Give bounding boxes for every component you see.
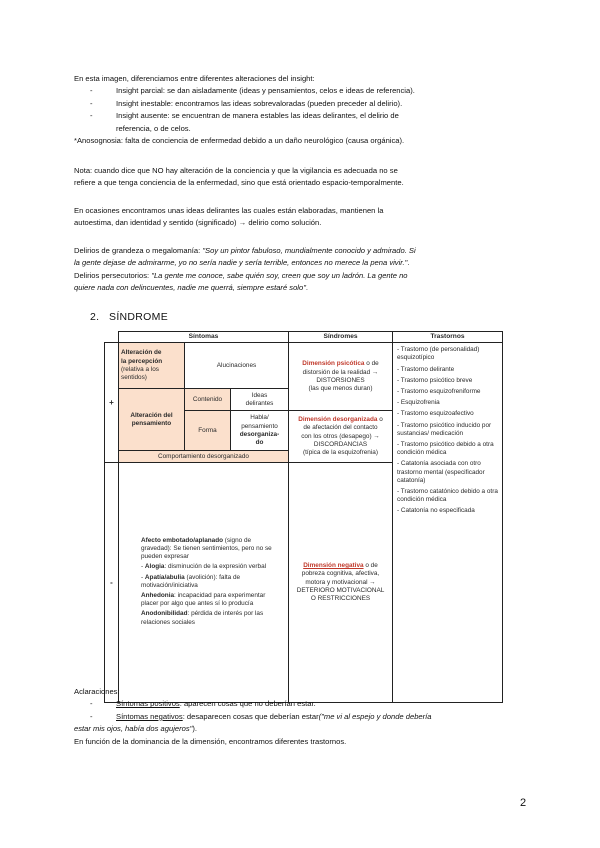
nota-line-2: refiere a que tenga conciencia de la enfermedad, sino que está orientado espacio-temporalmente. (74, 178, 404, 188)
insight-bullet-inestable: - Insight inestable: encontramos las ideas sobrevaloradas (pueden preceder al delirio). (90, 98, 403, 108)
list-item: Anodonibilidad: pérdida de interés por las relaciones sociales (141, 610, 264, 626)
negativos-list (133, 537, 282, 627)
nota-paragraph (74, 165, 544, 190)
aclaraciones-negativos-cont: estar mis ojos, había dos agujeros"). (74, 724, 197, 734)
sindrome-negativa: Dimensión negativa o de pobreza cognitiva, afectiva, motora y motivacional → DETERIORO MOTIVACIONAL O RESTRICCIONES (289, 463, 393, 703)
value-habla-desorganizado: Habla/ pensamiento desorganiza- do (231, 411, 289, 451)
list-item: - Trastorno catatónico debido a otra condición médica (397, 488, 498, 504)
anosognosia-note: *Anosognosia: falta de conciencia de enfermedad debido a un daño neurológico (causa orgánica). (74, 136, 405, 146)
list-item: - Apatía/abulia (avolición): falta de motivación/iniciativa (141, 573, 241, 589)
header-sindromes: Síndromes (289, 332, 393, 343)
nota-line-1: Nota: cuando dice que NO hay alteración de la conciencia y que la vigilancia es adecuada no se (74, 166, 398, 175)
label-percepcion: Alteración de la percepción (relativa a los sentidos) (119, 343, 185, 389)
minus-sign: - (105, 463, 119, 703)
aclaraciones-title: Aclaraciones: (74, 687, 120, 696)
aclaraciones-final: En función de la dominancia de la dimensión, encontramos diferentes trastornos. (74, 736, 347, 746)
sindrome-psicotica: Dimensión psicótica o de distorsión de la realidad → DISTORSIONES (las que menos duran) (289, 343, 393, 411)
delirios-persec-line-1: Delirios persecutorios: "La gente me conoce, sabe quién soy, creen que soy un ladrón. La gente no (74, 270, 408, 280)
label-comportamiento: Comportamiento desorganizado (119, 451, 289, 463)
list-item: - Trastorno (de personalidad) esquizotípico (397, 346, 480, 362)
sindrome-desorganizada: Dimensión desorganizada o de afectación del contacto con los otros (desapego) → DISCORDANCIAS (típica de la esquizofrenia) (289, 411, 393, 463)
label-forma: Forma (185, 411, 231, 451)
list-item: Afecto embotado/aplanado (signo de gravedad): Se tienen sentimientos, pero no se pueden expresar (141, 536, 272, 561)
header-trastornos: Trastornos (393, 332, 503, 343)
trastornos-list (395, 346, 500, 515)
list-item: - Trastorno psicótico inducido por sustancias/ medicación (397, 421, 492, 437)
trastornos-cell (393, 343, 503, 703)
value-alucinaciones: Alucinaciones (185, 343, 289, 389)
value-ideas-delirantes: Ideas delirantes (231, 389, 289, 411)
delirios-persec-line-2: quiere nada con delincuentes, nadie me querrá, siempre estaré solo". (74, 283, 309, 293)
negativos-cell (119, 463, 289, 703)
list-item: - Catatonía asociada con otro trastorno mental (especificador catatonía) (397, 460, 485, 484)
row-percepcion (105, 343, 503, 389)
section-number: 2. (90, 311, 100, 323)
list-item: - Trastorno esquizofreniforme (397, 388, 481, 396)
plus-sign: + (105, 343, 119, 463)
list-item: - Trastorno delirante (397, 365, 455, 373)
delirios-grandeza-line-2: la gente dejase de admirarme, yo no sería nadie y sería terrible, entonces no merece la pena vivir.". (74, 258, 410, 268)
ocasiones-line-2: autoestima, dan identidad y sentido (significado) → delirio como solución. (74, 218, 322, 228)
ocasiones-line-1: En ocasiones encontramos unas ideas delirantes las cuales están elaboradas, mantienen la (74, 206, 384, 215)
section-title: SÍNDROME (109, 311, 169, 323)
insight-bullet-ausente-cont: referencia, o de celos. (116, 123, 191, 133)
delirios-paragraph (74, 245, 544, 295)
insight-bullet-ausente: - Insight ausente: se encuentran de manera estables las ideas delirantes, el delirio de (90, 111, 399, 121)
aclaraciones-section (74, 686, 544, 748)
aclaraciones-positivos: - Síntomas positivos: aparecen cosas que no deberían estar. (90, 699, 316, 709)
aclaraciones-negativos: - Síntomas negativos: desaparecen cosas que deberían estar("me vi al espejo y donde debería (90, 711, 432, 721)
list-item: - Trastorno psicótico breve (397, 376, 473, 384)
table-header-row (105, 332, 503, 343)
list-item: - Trastorno psicótico debido a otra condición médica (397, 441, 494, 457)
sindrome-table (104, 331, 503, 703)
list-item: - Trastorno esquizoafectivo (397, 410, 474, 418)
insight-lead: En esta imagen, diferenciamos entre diferentes alteraciones del insight: (74, 74, 315, 83)
header-sintomas: Síntomas (119, 332, 289, 343)
ocasiones-paragraph (74, 205, 544, 230)
insight-section (74, 73, 544, 147)
insight-bullet-parcial: - Insight parcial: se dan aisladamente (ideas y pensamientos, celos e ideas de referencia). (90, 86, 415, 96)
label-contenido: Contenido (185, 389, 231, 411)
section-heading (90, 311, 168, 323)
delirios-grandeza-line-1: Delirios de grandeza o megalomanía: "Soy un pintor fabuloso, mundialmente conocido y admirado. Si (74, 246, 416, 255)
list-item: Anhedonia: incapacidad para experimentar placer por algo que antes sí lo producía (141, 591, 266, 608)
label-pensamiento: Alteración del pensamiento (119, 389, 185, 451)
list-item: - Esquizofrenia (397, 399, 440, 407)
list-item: - Alogia: disminución de la expresión verbal (141, 563, 267, 571)
list-item: - Catatonía no especificada (397, 507, 475, 515)
page-number: 2 (520, 797, 527, 809)
